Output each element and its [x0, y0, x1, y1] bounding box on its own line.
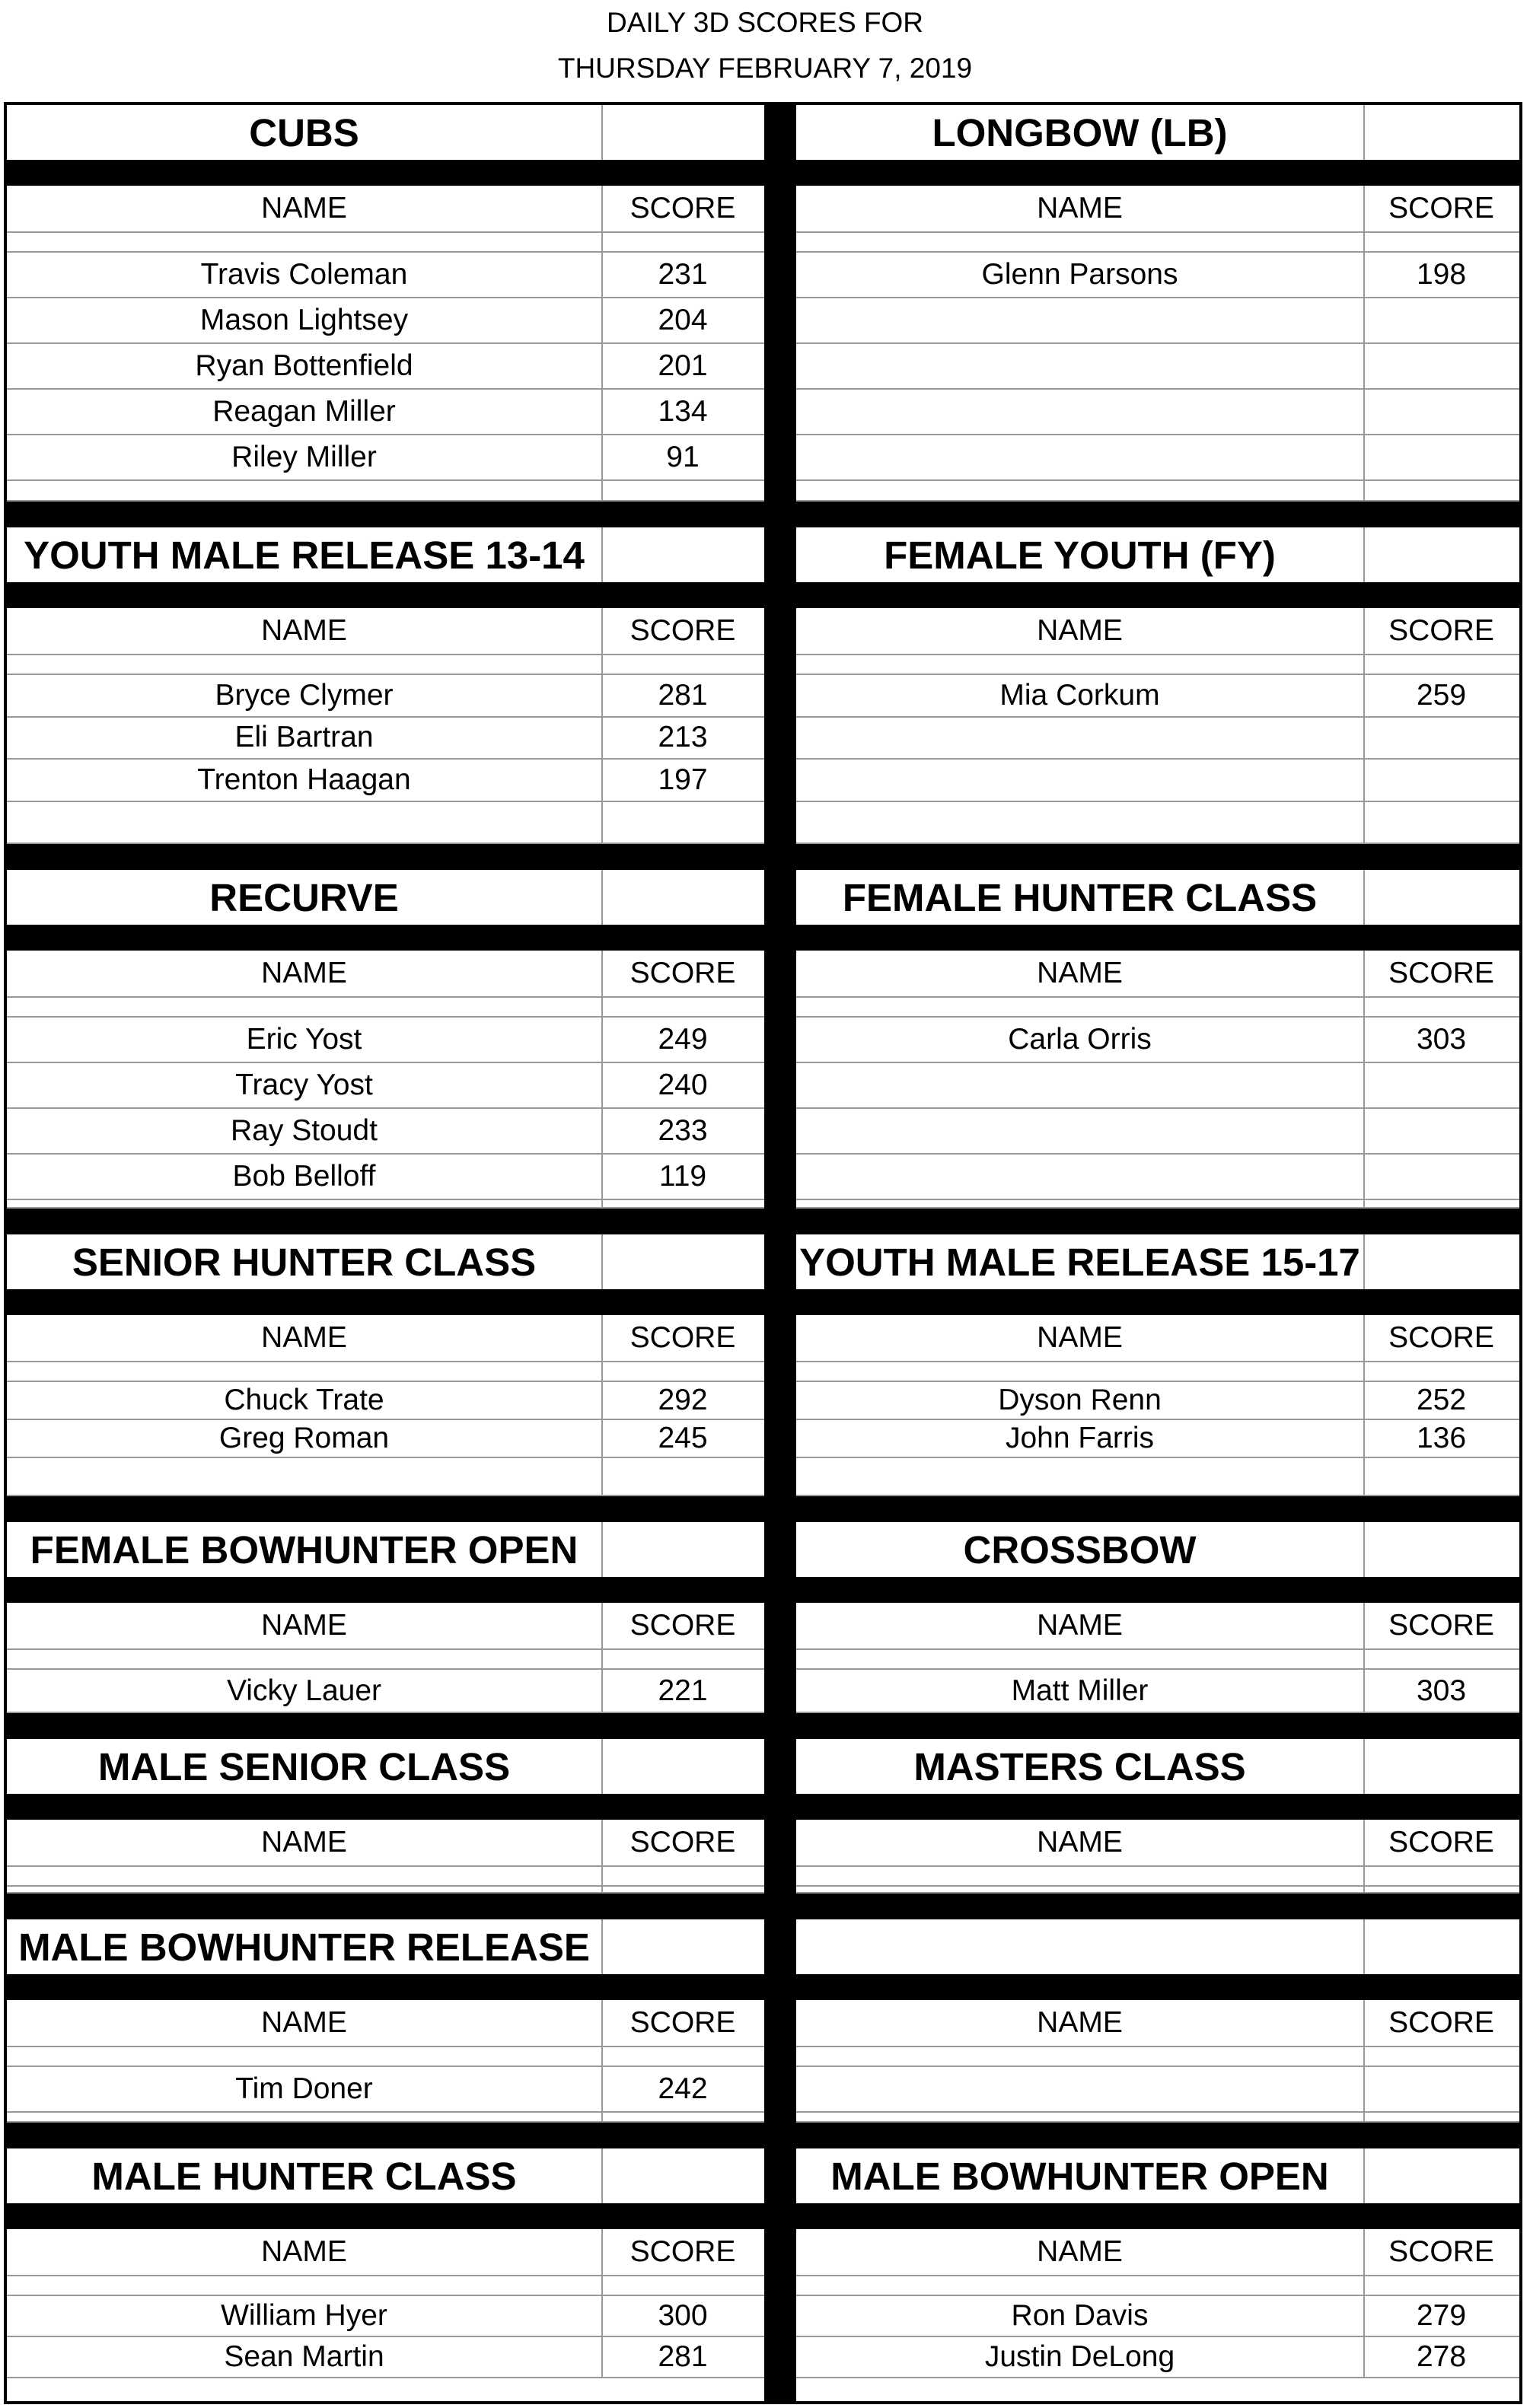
archer-score: 201	[658, 349, 708, 382]
archer-score: 278	[1416, 2340, 1467, 2373]
header-cell-divider	[601, 527, 603, 582]
score-row	[7, 344, 764, 390]
score-row	[796, 675, 1519, 718]
archer-name: Bryce Clymer	[215, 678, 394, 712]
name-column-label: NAME	[1037, 957, 1123, 989]
score-column-divider	[601, 2000, 603, 2123]
score-column-label: SCORE	[630, 192, 736, 225]
category-title: CROSSBOW	[963, 1527, 1197, 1572]
score-column-divider	[1363, 1603, 1365, 1713]
column-labels-row	[7, 1315, 764, 1362]
archer-score: 303	[1416, 1023, 1467, 1056]
column-labels-row	[796, 2000, 1519, 2047]
score-column-label: SCORE	[1388, 1609, 1494, 1642]
score-column-label: SCORE	[630, 1826, 736, 1859]
spacer-row	[7, 2276, 764, 2296]
spacer-row	[796, 1200, 1519, 1209]
spacer-row	[7, 998, 764, 1018]
category-title: CUBS	[249, 110, 359, 154]
category-section	[7, 527, 764, 870]
category-section	[7, 2148, 764, 2404]
score-row	[7, 1018, 764, 1063]
category-header	[796, 1919, 1519, 1974]
name-column-label: NAME	[261, 2235, 347, 2268]
header-cell-divider	[601, 1234, 603, 1289]
spacer-row	[7, 2047, 764, 2067]
archer-score: 249	[658, 1023, 708, 1056]
score-column-label: SCORE	[630, 2006, 736, 2039]
section-bar	[7, 925, 764, 951]
name-column-label: NAME	[1037, 1321, 1123, 1354]
category-section	[796, 527, 1519, 870]
archer-name: Bob Belloff	[232, 1160, 376, 1193]
archer-name: Reagan Miller	[212, 395, 396, 428]
section-bar	[796, 1974, 1519, 2000]
section-bar	[796, 844, 1519, 870]
archer-score: 231	[658, 258, 708, 291]
archer-score: 242	[658, 2072, 708, 2105]
archer-score: 240	[658, 1069, 708, 1101]
archer-score: 245	[658, 1422, 708, 1454]
name-column-label: NAME	[261, 1826, 347, 1859]
name-column-label: NAME	[261, 1609, 347, 1642]
header-cell-divider	[1363, 2148, 1365, 2203]
header-cell-divider	[601, 1522, 603, 1577]
category-section	[796, 2148, 1519, 2404]
archer-name: Mia Corkum	[999, 678, 1160, 712]
spacer-row	[7, 1200, 764, 1209]
archer-name: John Farris	[1005, 1422, 1155, 1454]
score-column-label: SCORE	[630, 614, 736, 647]
category-title: RECURVE	[209, 875, 399, 919]
empty-row	[796, 718, 1519, 760]
section-bar	[796, 1209, 1519, 1234]
empty-row	[796, 760, 1519, 802]
spacer-row	[796, 1887, 1519, 1894]
name-column-label: NAME	[1037, 1609, 1123, 1642]
empty-row	[796, 2067, 1519, 2113]
section-bar	[7, 1794, 764, 1820]
category-section	[7, 1522, 764, 1739]
category-header	[796, 2148, 1519, 2203]
archer-name: Dyson Renn	[998, 1384, 1162, 1416]
category-header	[7, 2148, 764, 2203]
section-bar	[7, 1974, 764, 2000]
archer-name: Ray Stoudt	[231, 1114, 378, 1147]
header-cell-divider	[601, 1919, 603, 1974]
category-section	[7, 870, 764, 1234]
score-column-divider	[601, 186, 603, 502]
column-labels-row	[7, 608, 764, 655]
score-column-label: SCORE	[630, 1609, 736, 1642]
category-header	[796, 870, 1519, 925]
spacer-row	[796, 2113, 1519, 2123]
empty-row	[796, 802, 1519, 845]
spacer-row	[7, 481, 764, 502]
score-row	[796, 2337, 1519, 2378]
section-bar	[796, 2123, 1519, 2148]
archer-score: 119	[658, 1160, 707, 1193]
score-row	[796, 1382, 1519, 1420]
score-column-label: SCORE	[1388, 1826, 1494, 1859]
archer-name: Sean Martin	[224, 2340, 384, 2373]
score-column-label: SCORE	[1388, 192, 1494, 225]
score-column-divider	[1363, 951, 1365, 1209]
category-title	[796, 1919, 1363, 1974]
spacer-row	[796, 233, 1519, 253]
score-column-divider	[1363, 2000, 1365, 2123]
score-column-divider	[601, 608, 603, 844]
header-cell-divider	[601, 1739, 603, 1794]
score-row	[7, 1109, 764, 1155]
archer-score: 198	[1416, 258, 1467, 291]
spacer-row	[7, 1650, 764, 1670]
score-row	[7, 2337, 764, 2378]
score-row	[796, 2296, 1519, 2337]
archer-name: Vicky Lauer	[226, 1674, 382, 1707]
score-row	[7, 760, 764, 802]
category-header	[796, 1739, 1519, 1794]
empty-row	[7, 1458, 764, 1496]
archer-score: 136	[1416, 1422, 1467, 1454]
section-bar	[7, 160, 764, 186]
score-row	[7, 1155, 764, 1200]
category-title: FEMALE HUNTER CLASS	[842, 875, 1318, 919]
spacer-row	[796, 1867, 1519, 1887]
spacer-row	[7, 1867, 764, 1887]
archer-score: 292	[658, 1384, 708, 1416]
archer-score: 259	[1416, 678, 1467, 712]
score-column-label: SCORE	[1388, 2006, 1494, 2039]
section-bar	[7, 1209, 764, 1234]
category-section	[7, 105, 764, 527]
spacer-row	[796, 998, 1519, 1018]
column-labels-row	[7, 2229, 764, 2276]
score-row	[7, 675, 764, 718]
empty-row	[7, 802, 764, 845]
name-column-label: NAME	[1037, 2235, 1123, 2268]
category-section	[796, 1919, 1519, 2148]
category-header	[7, 1919, 764, 1974]
category-title: MASTERS CLASS	[913, 1744, 1246, 1788]
score-column-label: SCORE	[1388, 2235, 1494, 2268]
score-row	[7, 435, 764, 481]
section-bar	[7, 2203, 764, 2229]
category-section	[796, 1234, 1519, 1522]
empty-row	[796, 1063, 1519, 1109]
spacer-row	[796, 1650, 1519, 1670]
archer-name: Trenton Haagan	[197, 763, 411, 796]
column-labels-row	[796, 1603, 1519, 1650]
category-header	[7, 105, 764, 160]
spacer-row	[7, 655, 764, 675]
category-title: YOUTH MALE RELEASE 15-17	[799, 1240, 1360, 1284]
archer-name: Carla Orris	[1008, 1023, 1152, 1056]
column-labels-row	[7, 951, 764, 998]
header-cell-divider	[601, 2148, 603, 2203]
section-bar	[7, 1713, 764, 1739]
section-bar	[796, 925, 1519, 951]
archer-score: 279	[1416, 2299, 1467, 2332]
archer-score: 204	[658, 304, 708, 336]
score-row	[7, 298, 764, 344]
score-row	[796, 1018, 1519, 1063]
score-row	[7, 253, 764, 298]
category-section	[7, 1739, 764, 1919]
score-row	[7, 390, 764, 435]
score-column-label: SCORE	[630, 2235, 736, 2268]
archer-name: Justin DeLong	[984, 2340, 1175, 2373]
archer-name: Riley Miller	[231, 441, 377, 473]
section-bar	[7, 1894, 764, 1919]
section-bar	[7, 1289, 764, 1315]
header-cell-divider	[1363, 105, 1365, 160]
spacer-row	[796, 655, 1519, 675]
spacer-row	[7, 2113, 764, 2123]
score-column-divider	[1363, 1315, 1365, 1496]
category-title: YOUTH MALE RELEASE 13-14	[24, 533, 585, 577]
section-bar	[796, 1289, 1519, 1315]
spacer-row	[7, 1887, 764, 1894]
score-row	[7, 1670, 764, 1713]
archer-name: Ron Davis	[1011, 2299, 1149, 2332]
section-bar	[796, 1794, 1519, 1820]
category-header	[796, 1234, 1519, 1289]
score-column-divider	[1363, 1820, 1365, 1894]
score-row	[7, 1420, 764, 1458]
category-header	[7, 527, 764, 582]
section-bar	[796, 1894, 1519, 1919]
section-bar	[796, 1577, 1519, 1603]
name-column-label: NAME	[261, 1321, 347, 1354]
header-cell-divider	[1363, 1919, 1365, 1974]
scores-sheet	[4, 102, 1522, 2404]
archer-score: 281	[658, 2340, 708, 2373]
column-labels-row	[7, 2000, 764, 2047]
score-row	[796, 1670, 1519, 1713]
column-labels-row	[7, 186, 764, 233]
section-bar	[7, 844, 764, 870]
name-column-label: NAME	[1037, 2006, 1123, 2039]
archer-name: Eli Bartran	[234, 721, 374, 754]
archer-score: 303	[1416, 1674, 1467, 1707]
score-column-label: SCORE	[630, 957, 736, 989]
archer-score: 221	[658, 1674, 708, 1707]
category-title: LONGBOW (LB)	[932, 110, 1228, 154]
category-title: MALE HUNTER CLASS	[91, 2154, 517, 2198]
category-section	[7, 1919, 764, 2148]
score-row	[7, 718, 764, 760]
column-labels-row	[796, 951, 1519, 998]
archer-score: 281	[658, 678, 708, 712]
section-bar	[796, 160, 1519, 186]
section-bar	[796, 502, 1519, 527]
score-row	[7, 2296, 764, 2337]
header-cell-divider	[601, 870, 603, 925]
category-header	[7, 1522, 764, 1577]
score-column-label: SCORE	[1388, 614, 1494, 647]
category-header	[796, 527, 1519, 582]
score-row	[7, 2067, 764, 2113]
category-header	[796, 1522, 1519, 1577]
section-bar	[796, 1496, 1519, 1522]
empty-row	[796, 344, 1519, 390]
archer-score: 91	[666, 441, 700, 473]
header-cell-divider	[1363, 1234, 1365, 1289]
category-section	[7, 1234, 764, 1522]
category-header	[796, 105, 1519, 160]
category-title: FEMALE BOWHUNTER OPEN	[30, 1527, 579, 1572]
section-bar	[7, 502, 764, 527]
column-labels-row	[7, 1820, 764, 1867]
column-divider	[764, 105, 796, 2401]
category-section	[796, 1739, 1519, 1919]
name-column-label: NAME	[1037, 192, 1123, 225]
archer-score: 233	[658, 1114, 708, 1147]
spacer-row	[7, 1362, 764, 1382]
score-row	[796, 1420, 1519, 1458]
score-column-divider	[601, 2229, 603, 2378]
score-row	[796, 253, 1519, 298]
section-bar	[7, 1577, 764, 1603]
category-title: FEMALE YOUTH (FY)	[884, 533, 1276, 577]
score-column-divider	[601, 1603, 603, 1713]
empty-row	[796, 298, 1519, 344]
empty-row	[796, 1109, 1519, 1155]
archer-name: Tim Doner	[235, 2072, 373, 2105]
score-column-divider	[601, 951, 603, 1209]
section-bar	[796, 582, 1519, 608]
archer-name: Tracy Yost	[235, 1069, 373, 1101]
archer-name: Travis Coleman	[200, 258, 408, 291]
archer-name: William Hyer	[221, 2299, 387, 2332]
header-cell-divider	[1363, 1522, 1365, 1577]
column-labels-row	[796, 1820, 1519, 1867]
archer-name: Greg Roman	[218, 1422, 390, 1454]
score-column-divider	[1363, 2229, 1365, 2378]
column-labels-row	[7, 1603, 764, 1650]
column-labels-row	[796, 186, 1519, 233]
score-column-divider	[1363, 186, 1365, 502]
column-labels-row	[796, 1315, 1519, 1362]
category-section	[796, 1522, 1519, 1739]
score-column-label: SCORE	[1388, 1321, 1494, 1354]
column-labels-row	[796, 608, 1519, 655]
section-bar	[796, 1713, 1519, 1739]
archer-name: Matt Miller	[1011, 1674, 1149, 1707]
score-row	[7, 1063, 764, 1109]
column-labels-row	[796, 2229, 1519, 2276]
archer-score: 197	[658, 763, 708, 796]
category-header	[7, 870, 764, 925]
name-column-label: NAME	[261, 957, 347, 989]
name-column-label: NAME	[261, 192, 347, 225]
name-column-label: NAME	[261, 614, 347, 647]
section-bar	[7, 1496, 764, 1522]
spacer-row	[796, 481, 1519, 502]
page-title-line2: THURSDAY FEBRUARY 7, 2019	[557, 53, 973, 84]
category-section	[796, 105, 1519, 527]
score-row	[7, 1382, 764, 1420]
archer-name: Chuck Trate	[224, 1384, 384, 1416]
section-bar	[7, 582, 764, 608]
archer-score: 300	[658, 2299, 708, 2332]
header-cell-divider	[1363, 870, 1365, 925]
name-column-label: NAME	[1037, 614, 1123, 647]
category-header	[7, 1234, 764, 1289]
score-column-divider	[601, 1820, 603, 1894]
score-column-divider	[601, 1315, 603, 1496]
spacer-row	[796, 1362, 1519, 1382]
name-column-label: NAME	[261, 2006, 347, 2039]
archer-name: Ryan Bottenfield	[195, 349, 413, 382]
archer-score: 252	[1416, 1384, 1467, 1416]
empty-row	[796, 435, 1519, 481]
spacer-row	[796, 2276, 1519, 2296]
section-bar	[796, 2203, 1519, 2229]
archer-score: 134	[658, 395, 708, 428]
empty-row	[796, 1458, 1519, 1496]
score-column-divider	[1363, 608, 1365, 844]
empty-row	[796, 390, 1519, 435]
category-header	[7, 1739, 764, 1794]
archer-name: Glenn Parsons	[981, 258, 1178, 291]
section-bar	[7, 2123, 764, 2148]
header-cell-divider	[601, 105, 603, 160]
category-title: MALE SENIOR CLASS	[97, 1744, 511, 1788]
header-cell-divider	[1363, 1739, 1365, 1794]
spacer-row	[796, 2047, 1519, 2067]
name-column-label: NAME	[1037, 1826, 1123, 1859]
category-title: MALE BOWHUNTER RELEASE	[18, 1925, 590, 1969]
empty-row	[796, 1155, 1519, 1200]
archer-name: Eric Yost	[246, 1023, 362, 1056]
archer-name: Mason Lightsey	[199, 304, 409, 336]
category-title: SENIOR HUNTER CLASS	[72, 1240, 537, 1284]
score-column-label: SCORE	[630, 1321, 736, 1354]
category-section	[796, 870, 1519, 1234]
category-title: MALE BOWHUNTER OPEN	[830, 2154, 1329, 2198]
header-cell-divider	[1363, 527, 1365, 582]
archer-score: 213	[658, 721, 708, 754]
page-title-line1: DAILY 3D SCORES FOR	[606, 7, 923, 38]
spacer-row	[7, 233, 764, 253]
score-column-label: SCORE	[1388, 957, 1494, 989]
